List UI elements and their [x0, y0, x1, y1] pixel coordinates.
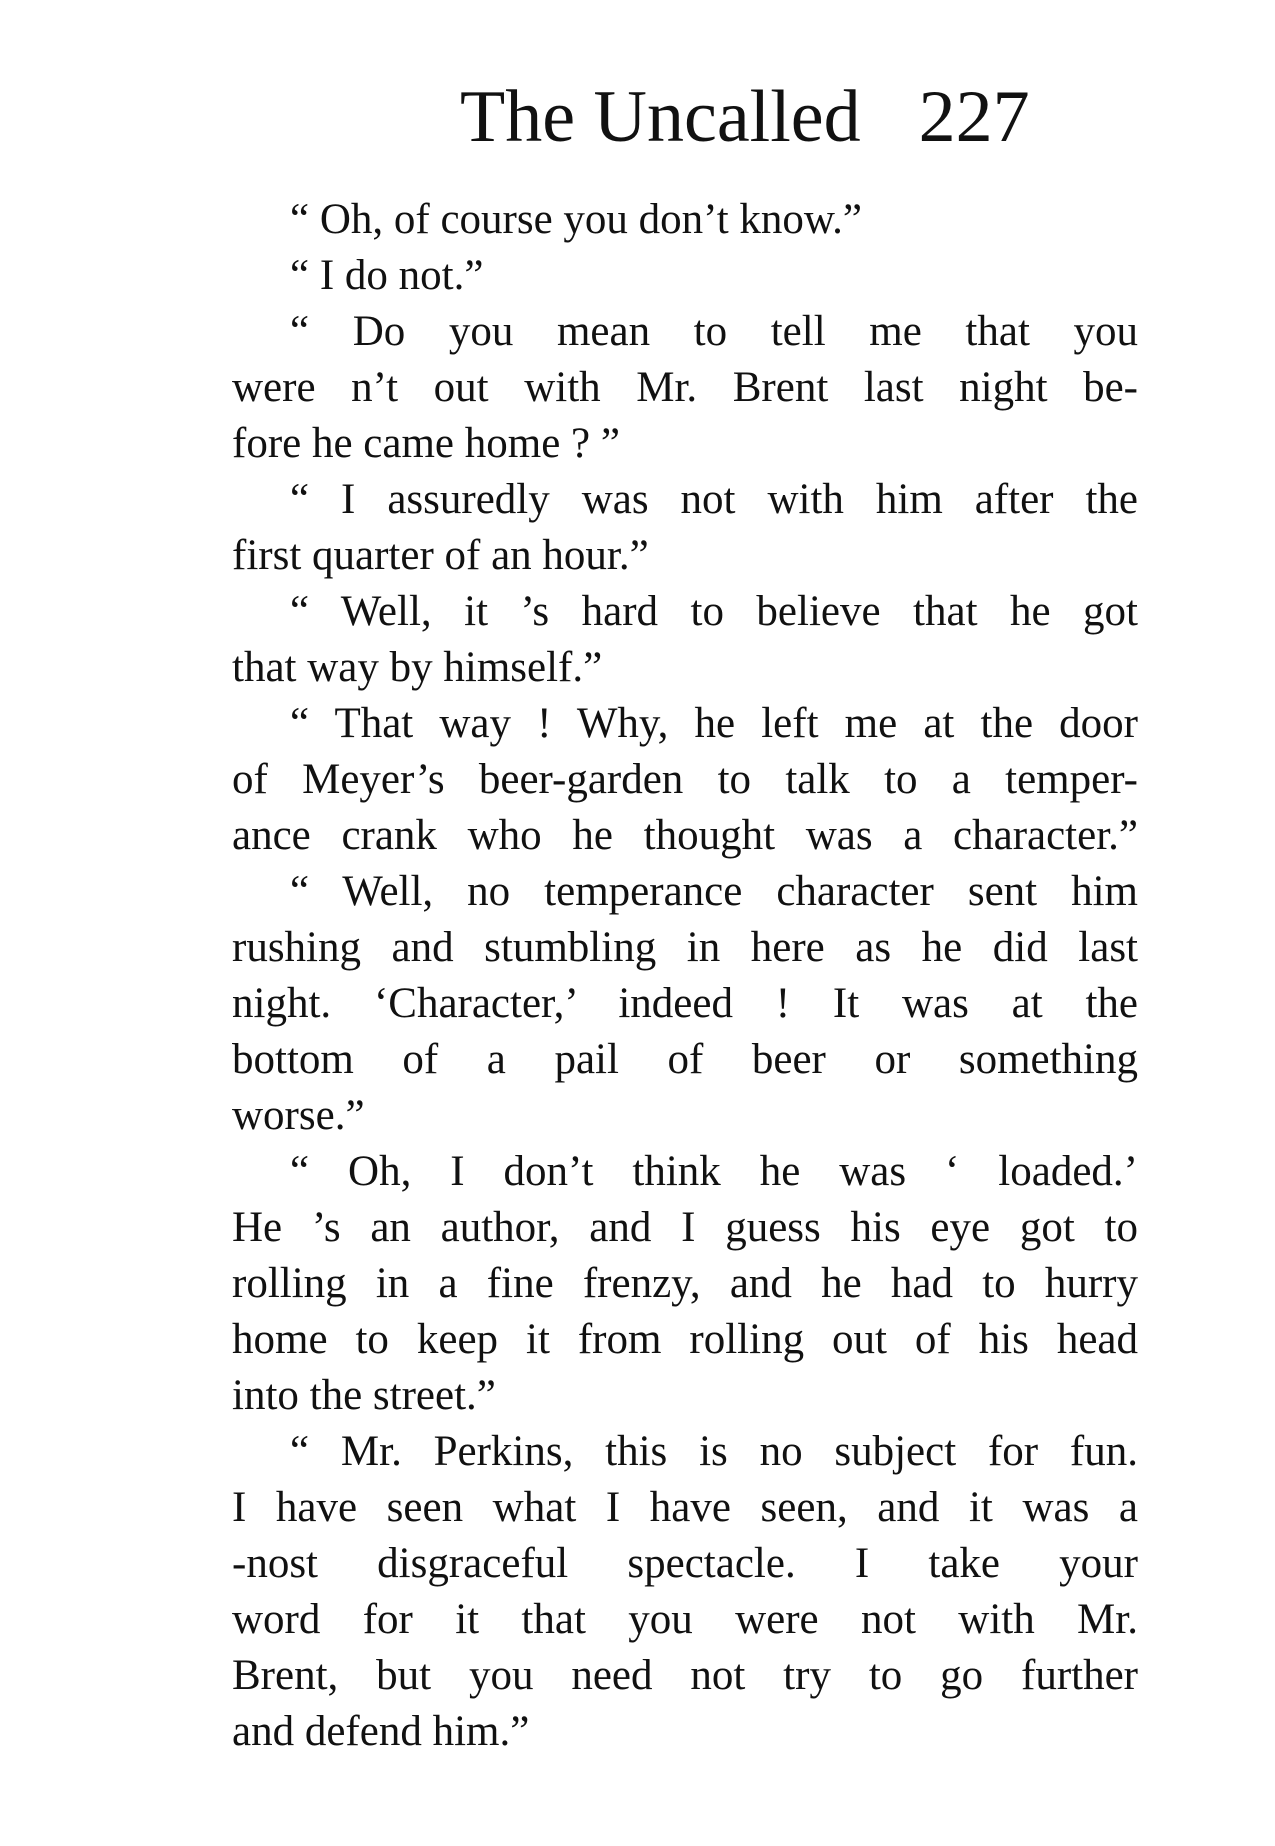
- text-line: I have seen what I have seen, and it was a: [232, 1484, 1138, 1531]
- text-line: that way by himself.”: [232, 644, 603, 691]
- text-line: “ Oh, of course you don’t know.”: [290, 196, 863, 243]
- text-line: bottom of a pail of beer or something: [232, 1036, 1138, 1083]
- text-line: Brent, but you need not try to go further: [232, 1652, 1138, 1699]
- body-text: [232, 192, 1138, 1760]
- text-line: “ Oh, I don’t think he was ‘ loaded.’: [290, 1148, 1138, 1195]
- text-line: into the street.”: [232, 1372, 496, 1419]
- text-line: were n’t out with Mr. Brent last night be-: [232, 364, 1138, 411]
- text-line: first quarter of an hour.”: [232, 532, 649, 579]
- text-line: “ I assuredly was not with him after the: [290, 476, 1138, 523]
- text-line: worse.”: [232, 1092, 365, 1139]
- text-line: word for it that you were not with Mr.: [232, 1596, 1138, 1643]
- running-title: The Uncalled: [460, 76, 861, 158]
- text-line: He ’s an author, and I guess his eye got to: [232, 1204, 1138, 1251]
- text-line: of Meyer’s beer-garden to talk to a temper-: [232, 756, 1138, 803]
- text-line: ance crank who he thought was a character.”: [232, 812, 1138, 859]
- text-line: “ I do not.”: [290, 252, 484, 299]
- text-line: home to keep it from rolling out of his head: [232, 1316, 1138, 1363]
- text-line: rushing and stumbling in here as he did last: [232, 924, 1138, 971]
- text-line: night. ‘Character,’ indeed ! It was at the: [232, 980, 1138, 1027]
- text-line: “ Do you mean to tell me that you: [290, 308, 1138, 355]
- running-header: [460, 72, 1140, 162]
- text-line: “ That way ! Why, he left me at the door: [290, 700, 1138, 747]
- text-line: “ Well, it ’s hard to believe that he got: [290, 588, 1138, 635]
- text-line: and defend him.”: [232, 1708, 530, 1755]
- text-line: “ Well, no temperance character sent him: [290, 868, 1138, 915]
- text-line: -nost disgraceful spectacle. I take your: [232, 1540, 1138, 1587]
- text-line: rolling in a fine frenzy, and he had to hurry: [232, 1260, 1138, 1307]
- text-line: “ Mr. Perkins, this is no subject for fun.: [290, 1428, 1138, 1475]
- page-number: 227: [918, 76, 1030, 158]
- text-line: fore he came home ? ”: [232, 420, 620, 467]
